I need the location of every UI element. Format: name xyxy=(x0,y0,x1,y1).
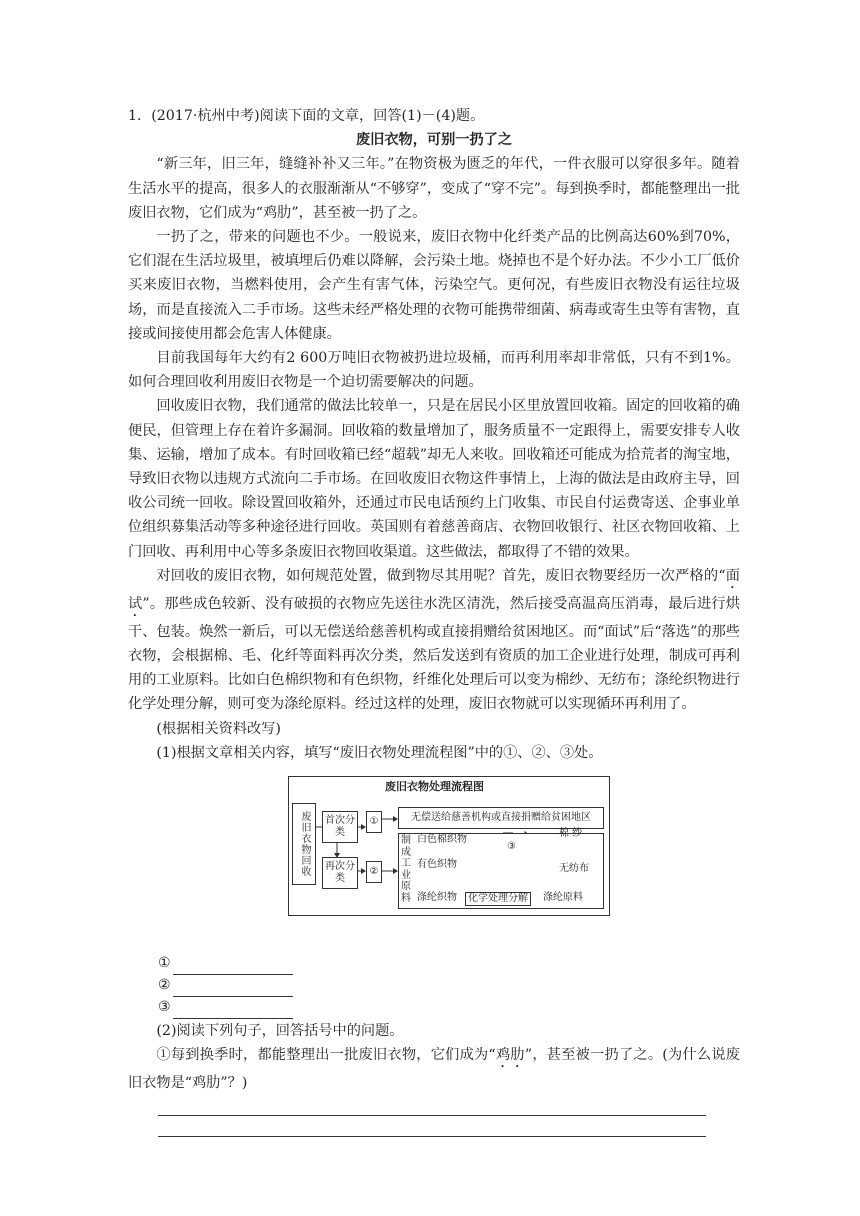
white-cotton-label: 白色棉织物 xyxy=(417,834,467,845)
q2-prompt: (2)阅读下列句子，回答括号中的问题。 xyxy=(156,1023,404,1040)
donate-box: 无偿送给慈善机构或直接捐赠给贫困地区 xyxy=(398,807,604,829)
answer-line-3[interactable]: ③ xyxy=(158,997,740,1019)
q1-prompt: (1)根据文章相关内容，填写“废旧衣物处理流程图”中的①、②、③处。 xyxy=(156,744,603,761)
flowchart xyxy=(288,776,610,916)
nonwoven-label: 无纺布 xyxy=(559,863,589,874)
first-sort-box: 首次分类 xyxy=(322,811,358,843)
paragraph-4: 回收废旧衣物，我们通常的做法比较单一，只是在居民小区里放置回收箱。固定的回收箱的确便民，但管理上存在着许多漏洞。回收箱的数量增加了，服务质量不一定跟得上，需要安排专人收集、运输，增加了成本。有时回收箱已经“超载”却无人来收。回收箱还可能成为拾荒者的淘宝地，导致旧衣物以违规方式流向二手市场。在回收废旧衣物这件事情上，上海的做法是由政府主导，回收公司统一回收。除设置回收箱外，还通过市民电话预约上门收集、市民自付运费寄送、企事业单位组织募集活动等多种途径进行回收。英国则有着慈善商店、衣物回收银行、社区衣物回收箱、上门回收、再利用中心等多条废旧衣物回收渠道。这些做法，都取得了不错的效果。 xyxy=(128,398,740,560)
q1-answers xyxy=(158,953,740,1019)
recycle-box: 废旧衣物回收 xyxy=(292,803,316,885)
poly-material-label: 涤纶原料 xyxy=(543,892,583,903)
paragraph-5: 对回收的废旧衣物，如何规范处置，做到物尽其用呢？首先，废旧衣物要经历一次严格的“面试”。那些成色较新、没有破损的衣物应先送往水洗区清洗，然后接受高温高压消毒，最后进行烘干、包装。焕然一新后，可以无偿送给慈善机构或直接捐赠给贫困地区。而“面试”后“落选”的那些衣物，会根据棉、毛、化纤等面料再次分类，然后发送到有资质的加工企业进行处理，制成可再利用的工业原料。比如白色棉织物和有色织物，纤维化处理后可以变为棉纱、无纺布；涤纶织物进行化学处理分解，则可变为涤纶原料。经过这样的处理，废旧衣物就可以实现循环再利用了。 xyxy=(128,567,740,713)
question-heading: 1．(2017·杭州中考)阅读下面的文章，回答(1)－(4)题。 xyxy=(128,108,485,124)
paragraph-3: 目前我国每年大约有2 600万吨旧衣物被扔进垃圾桶，而再利用率却非常低，只有不到1%。如何合理回收利用废旧衣物是一个迫切需要解决的问题。 xyxy=(128,350,740,391)
mark-1-box: ① xyxy=(366,811,382,833)
article-title: 废旧衣物，可别一扔了之 xyxy=(355,132,513,149)
writing-line-2[interactable] xyxy=(158,1116,706,1137)
mark-3-label: ③ xyxy=(507,841,516,852)
chem-process-label: 化学处理分解 xyxy=(465,892,531,906)
colored-label: 有色织物 xyxy=(417,859,457,870)
answer-line-1[interactable]: ① xyxy=(158,953,740,975)
emphasis-jilei: 鸡肋 xyxy=(495,1047,525,1064)
industrial-label: 制成工业原料 xyxy=(401,835,411,904)
polyester-label: 涤纶织物 xyxy=(417,892,457,903)
cotton-yarn-label: 棉 纱 xyxy=(559,828,583,839)
document-page xyxy=(128,104,740,1137)
paragraph-2: 一扔了之，带来的问题也不少。一般说来，废旧衣物中化纤类产品的比例高达60%到70%，它们混在生活垃圾里，被填埋后仍难以降解，会污染土地。烧掉也不是个好办法。不少小工厂低价买来废旧衣物，当燃料使用，会产生有害气体，污染空气。更何况，有些废旧衣物没有运往垃圾场，而是直接流入二手市场。这些未经严格处理的衣物可能携带细菌、病毒或寄生虫等有害物，直接或间接使用都会危害人体健康。 xyxy=(128,229,740,342)
mark-2-box: ② xyxy=(366,861,382,883)
emphasis-mianshi: 面试 xyxy=(128,567,740,612)
paragraph-1: “新三年，旧三年，缝缝补补又三年。”在物资极为匮乏的年代，一件衣服可以穿很多年。随着生活水平的提高，很多人的衣服渐渐从“不够穿”，变成了“穿不完”。每到换季时，都能整理出一批废旧衣物，它们成为“鸡肋”，甚至被一扔了之。 xyxy=(128,156,740,221)
source-note: (根据相关资料改写) xyxy=(156,720,281,737)
second-sort-box: 再次分类 xyxy=(322,857,358,889)
answer-line-2[interactable]: ② xyxy=(158,975,740,997)
writing-line-1[interactable] xyxy=(158,1095,706,1116)
q2-sentence-1: ①每到换季时，都能整理出一批废旧衣物，它们成为“鸡肋”，甚至被一扔了之。(为什么说废旧衣物是“鸡肋”？) xyxy=(128,1047,740,1092)
flowchart-title: 废旧衣物处理流程图 xyxy=(385,780,484,793)
